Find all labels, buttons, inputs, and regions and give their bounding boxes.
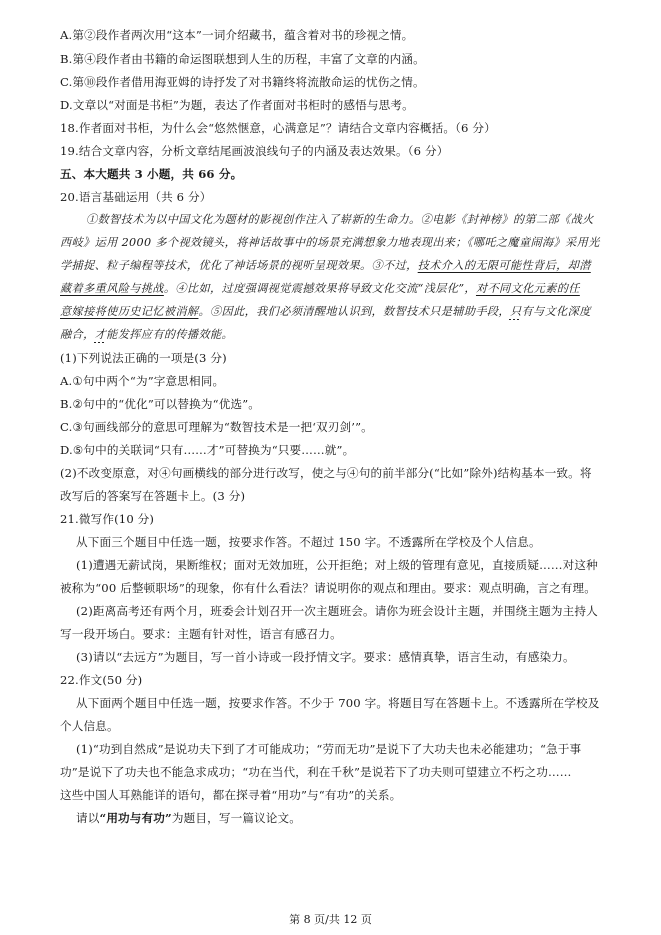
q20-sub1: (1)下列说法正确的一项是(3 分) — [60, 351, 227, 365]
q18-option-b: B.第④段作者由书籍的命运图联想到人生的历程，丰富了文章的内涵。 — [60, 52, 425, 66]
underlined-sentence-4: 意嫁接将使历史记忆被消解 — [60, 305, 199, 318]
dotted-emphasis: 不透露所在学校及 — [505, 696, 600, 710]
q20-sub2: (2)不改变原意，对④句画横线的部分进行改写，使之与④句的前半部分(“比如”除外)结构基本一致。将 — [60, 466, 592, 480]
dotted-emphasis: 不透露所在学校及个人信息 — [388, 535, 530, 549]
intro-text: 。 — [529, 535, 541, 549]
q20-sub2: 改写后的答案写在答题卡上。(3 分) — [60, 489, 246, 503]
q22-intro — [60, 718, 635, 734]
q21-topic-1: (1)遭遇无薪试岗，果断维权；面对无效加班，公开拒绝；对上级的管理有意见，直接质疑……对这种 — [76, 558, 598, 572]
q21-topic-2: 写一段开场白。要求：主题有针对性，语言有感召力。 — [60, 627, 342, 641]
passage-text: 融合， — [60, 328, 95, 341]
q21-title: 21.微写作(10 分) — [60, 512, 155, 526]
intro-text: 。 — [106, 719, 119, 733]
q22-topic-2 — [76, 810, 635, 826]
q20-passage-line — [60, 327, 635, 343]
q22-topic-1: 这些中国人耳熟能详的语句，都在探寻着“用功”与“有功”的关系。 — [60, 788, 402, 802]
question-18: 18.作者面对书柜，为什么会“悠然惬意，心满意足”？请结合文章内容概括。（6 分） — [60, 121, 496, 135]
passage-text: 。⑤因此，我们必须清醒地认识到，数智技术只是辅助手段， — [198, 305, 510, 318]
q20-passage-line — [60, 281, 635, 297]
page-footer: 第 8 页/共 12 页 — [289, 913, 372, 926]
passage-text: 。④比如，过度强调视觉震撼效果将导致文化交流“浅层化”， — [163, 282, 476, 295]
passage-text: 有与文化深度 — [521, 305, 591, 318]
q22-intro — [76, 695, 635, 711]
essay-title: “用功与有功” — [99, 811, 172, 825]
q20-option-a: A.①句中两个“为”字意思相同。 — [60, 374, 225, 388]
passage-text: 能发挥应有的传播效能。 — [106, 328, 234, 341]
intro-text: 从下面两个题目中任选一题，按要求作答。不少于 700 字。将题目写在答题卡上。 — [76, 696, 506, 710]
dotted-char: 才 — [94, 328, 107, 341]
q18-option-c: C.第⑩段作者借用海亚姆的诗抒发了对书籍终将流散命运的忧伤之情。 — [60, 75, 425, 89]
q21-topic-1: 被称为“00 后整顿职场”的现象，你有什么看法？请说明你的观点和理由。要求：观点明确，言之有理。 — [60, 581, 597, 595]
q20-passage-line: 西岐》运用 2000 多个视效镜头，将神话故事中的场景充满想象力地表现出来；《哪吒之魔童闹海》采用光 — [60, 236, 600, 249]
q20-title: 20.语言基础运用（共 6 分） — [60, 190, 212, 204]
q18-option-a: A.第②段作者两次用“这本”一词介绍藏书，蕴含着对书的珍视之情。 — [60, 28, 414, 42]
q20-option-d: D.⑤句中的关联词“只有……才”可替换为“只要……就”。 — [60, 443, 355, 457]
topic-text: 请以 — [76, 811, 100, 825]
dotted-char: 只 — [509, 305, 522, 318]
question-19: 19.结合文章内容，分析文章结尾画波浪线句子的内涵及表达效果。（6 分） — [60, 144, 449, 158]
q20-passage-line — [60, 304, 635, 320]
q22-title: 22.作文(50 分) — [60, 673, 143, 687]
q22-topic-1: 功”是说下了功夫也不能急求成功；“功在当代，利在千秋”是说若下了功夫则可望建立不朽之功…… — [60, 765, 572, 779]
passage-text: 学捕捉、粒子编程等技术，优化了神话场景的视听呈现效果。③不过， — [60, 259, 418, 272]
q21-intro — [76, 534, 635, 550]
q18-option-d: D.文章以“对面是书柜”为题，表达了作者面对书柜时的感悟与思考。 — [60, 98, 414, 112]
topic-text: 为题目，写一篇议论文。 — [171, 811, 302, 825]
q21-topic-3: (3)请以“去远方”为题目，写一首小诗或一段抒情文字。要求：感情真挚，语言生动，有感染力。 — [76, 650, 575, 664]
dotted-emphasis: 个人信息 — [60, 719, 107, 733]
underlined-sentence-3: 藏着多重风险与挑战 — [60, 282, 164, 295]
underlined-sentence-4: 对不同文化元素的任 — [475, 282, 580, 295]
underlined-sentence-3: 技术介入的无限可能性背后，却潜 — [417, 259, 591, 272]
q21-topic-2: (2)距离高考还有两个月，班委会计划召开一次主题班会。请你为班会设计主题，并围绕主题为主持人 — [76, 604, 598, 618]
q20-passage-line: ①数智技术为以中国文化为题材的影视创作注入了崭新的生命力。②电影《封神榜》的第二部《战火 — [86, 213, 594, 226]
intro-text: 从下面三个题目中任选一题，按要求作答。不超过 150 字。 — [76, 535, 389, 549]
q22-topic-1: (1)“功到自然成”是说功夫下到了才可能成功；“劳而无功”是说下了大功夫也未必能建功；“急于事 — [76, 742, 582, 756]
q20-passage-line — [60, 258, 635, 274]
section-5-heading: 五、本大题共 3 小题，共 66 分。 — [60, 167, 243, 181]
q20-option-c: C.③句画线部分的意思可理解为“数智技术是一把‘双刃剑’”。 — [60, 420, 373, 434]
q20-option-b: B.②句中的“优化”可以替换为“优选”。 — [60, 397, 261, 411]
